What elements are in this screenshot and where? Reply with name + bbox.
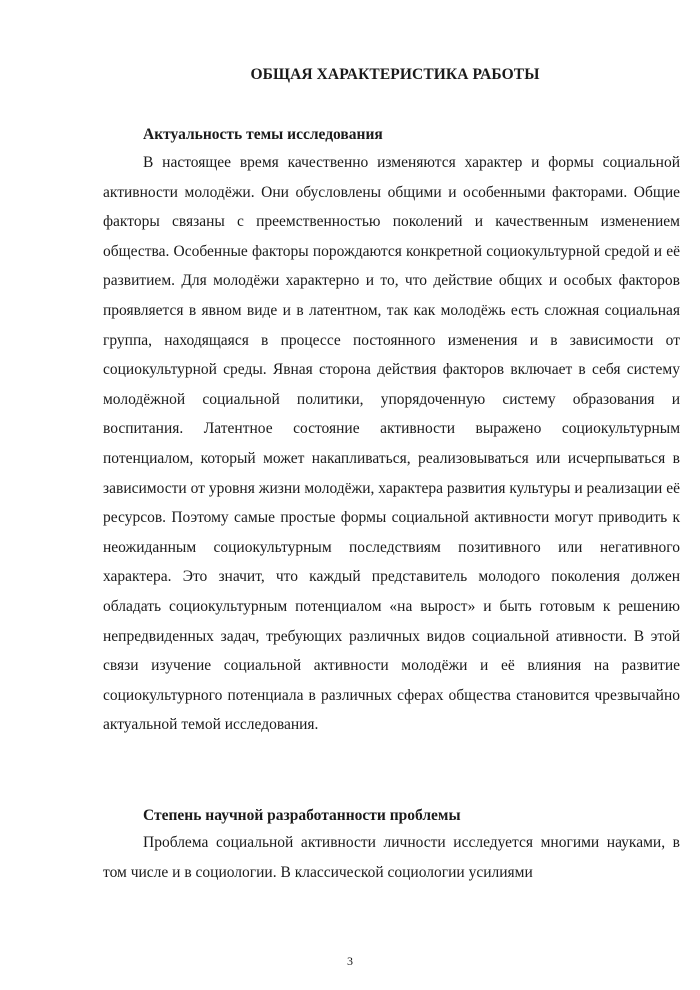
section-heading-relevance: Актуальность темы исследования: [143, 126, 383, 143]
section-paragraph-research-degree: Проблема социальной активности личности исследуется многими науками, в том числе и в социологии. В классической социологии усилиями: [103, 834, 680, 881]
section-heading-research-degree: Степень научной разработанности проблемы: [143, 807, 461, 824]
section-paragraph-relevance: В настоящее время качественно изменяются характер и формы социальной активности молодёжи. Они обусловлены общими и особенными факторами. Общие факторы связаны с преемственностью поколений и качественным изменением общества. Особенные факторы порождаются конкретной социокультурной средой и её развитием. Для молодёжи характерно и то, что действие общих и особых факторов проявляется в явном виде и в латентном, так как молодёжь есть сложная социальная группа, находящаяся в процессе постоянного изменения и в зависимости от социокультурной среды. Явная сторона действия факторов включает в себя систему молодёжной социальной политики, упорядоченную систему образования и воспитания. Латентное состояние активности выражено социокультурным потенциалом, который может накапливаться, реализовываться или исчерпываться в зависимости от уровня жизни молодёжи, характера развития культуры и реализации её ресурсов. Поэтому самые простые формы социальной активности могут приводить к неожиданным социокультурным последствиям позитивного или негативного характера. Это значит, что каждый представитель молодого поколения должен обладать социокультурным потенциалом «на вырост» и быть готовым к решению непредвиденных задач, требующих различных видов социальной ативности. В этой связи изучение социальной активности молодёжи и её влияния на развитие социокультурного потенциала в различных сферах общества становится чрезвычайно актуальной темой исследования.: [103, 154, 680, 734]
document-title: ОБЩАЯ ХАРАКТЕРИСТИКА РАБОТЫ: [250, 66, 540, 83]
page-number: 3: [347, 954, 353, 968]
